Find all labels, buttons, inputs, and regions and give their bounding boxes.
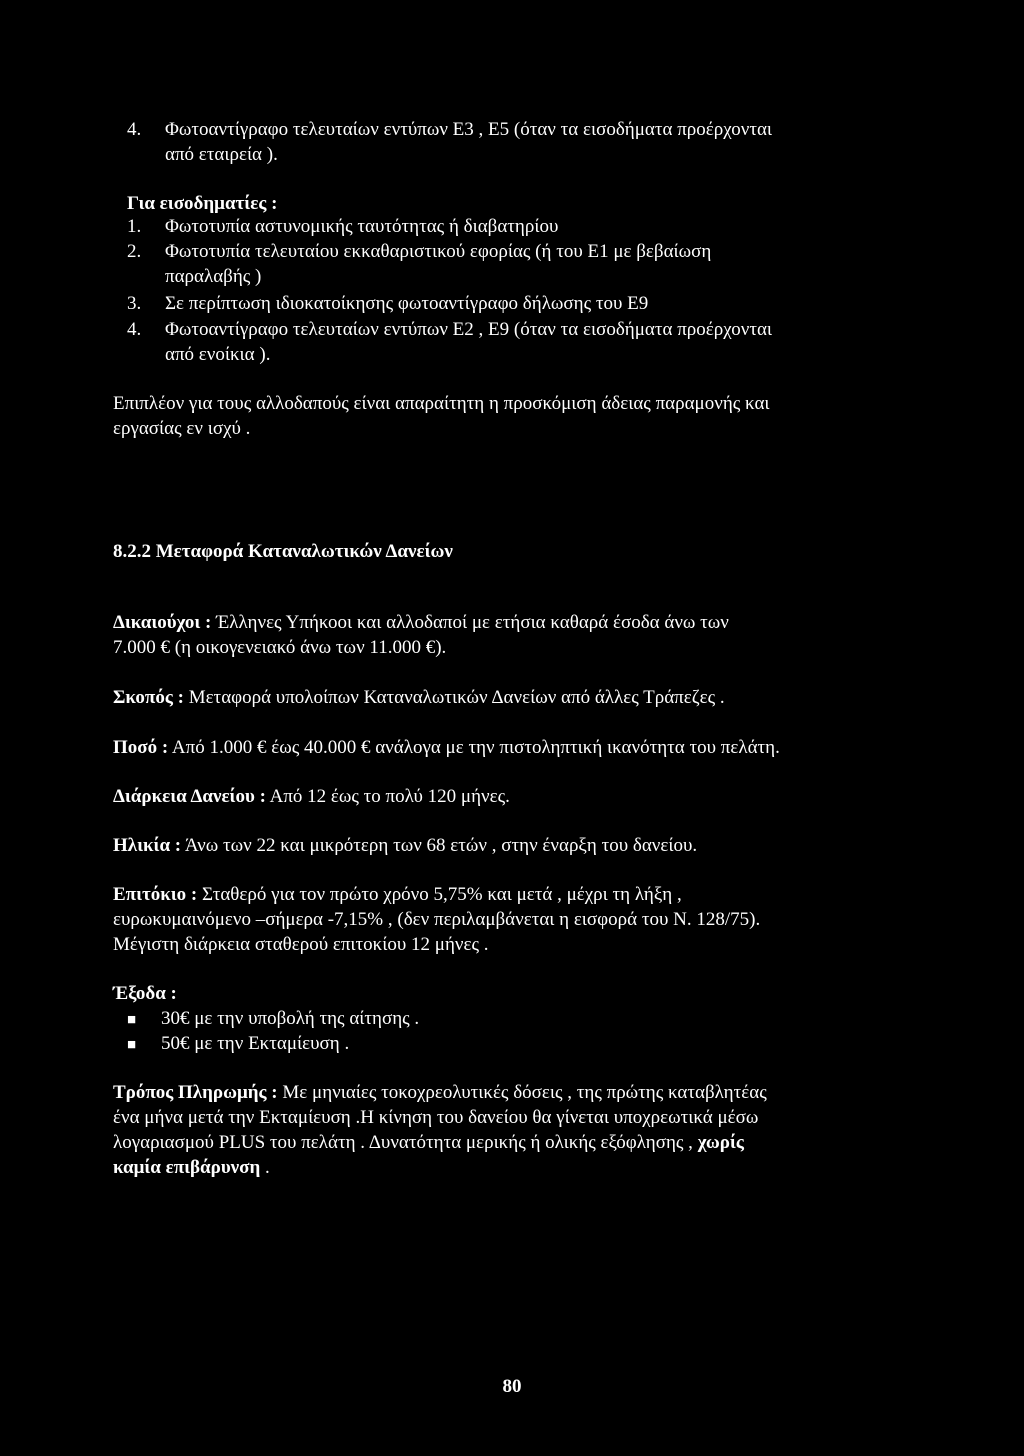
payment-bold-text: χωρίς <box>697 1132 744 1153</box>
list-item <box>127 291 887 316</box>
list-text-line: Φωτοτυπία τελευταίου εκκαθαριστικού εφορίας (ή του Ε1 με βεβαίωση <box>165 241 712 262</box>
amount-text: Από 1.000 € έως 40.000 € ανάλογα με την πιστοληπτική ικανότητα του πελάτη. <box>171 737 780 758</box>
list-item <box>127 214 887 239</box>
amount-paragraph <box>113 735 903 760</box>
list-number: 4. <box>127 319 142 340</box>
age-text: Άνω των 22 και μικρότερη των 68 ετών , στην έναρξη του δανείου. <box>184 835 698 856</box>
list-text-line: από εταιρεία ). <box>165 144 278 165</box>
paragraph-line: λογαριασμού PLUS του πελάτη . Δυνατότητα μερικής ή ολικής εξόφλησης , <box>113 1132 693 1153</box>
fees-label: Έξοδα : <box>113 983 177 1004</box>
paragraph-line: ευρωκυμαινόμενο –σήμερα -7,15% , (δεν περιλαμβάνεται η εισφορά του Ν. 128/75). <box>113 909 761 930</box>
fee-text: 50€ με την Εκταμίευση . <box>161 1033 350 1054</box>
rentiers-heading: Για εισοδηματίες : <box>127 193 278 214</box>
purpose-text: Μεταφορά υπολοίπων Καταναλωτικών Δανείων από άλλες Τράπεζες . <box>188 687 725 708</box>
list-number: 2. <box>127 241 142 262</box>
beneficiaries-paragraph <box>113 610 903 660</box>
paragraph-line: ένα μήνα μετά την Εκταμίευση .Η κίνηση του δανείου θα γίνεται υποχρεωτικά μέσω <box>113 1107 759 1128</box>
list-item <box>127 1031 827 1058</box>
interest-text: Σταθερό για τον πρώτο χρόνο 5,75% και μετά , μέχρι τη λήξη , <box>202 884 682 905</box>
duration-label: Διάρκεια Δανείου : <box>113 786 266 807</box>
age-paragraph <box>113 833 903 858</box>
list-item <box>127 317 887 367</box>
purpose-paragraph <box>113 685 903 710</box>
list-item <box>127 1006 827 1033</box>
bullet-icon: ■ <box>127 1012 137 1028</box>
list-text-line: Σε περίπτωση ιδιοκατοίκησης φωτοαντίγραφο δήλωσης του Ε9 <box>165 293 649 314</box>
list-item <box>127 239 887 289</box>
payment-text: Με μηνιαίες τοκοχρεολυτικές δόσεις , της πρώτης καταβλητέας <box>282 1082 767 1103</box>
paragraph-line: εργασίας εν ισχύ . <box>113 418 251 439</box>
amount-label: Ποσό : <box>113 737 169 758</box>
list-text-line: από ενοίκια ). <box>165 344 271 365</box>
foreigners-paragraph <box>113 391 903 441</box>
list-number: 3. <box>127 293 142 314</box>
interest-paragraph <box>113 882 903 957</box>
list-text-line: παραλαβής ) <box>165 266 262 287</box>
age-label: Ηλικία : <box>113 835 182 856</box>
beneficiaries-label: Δικαιούχοι : <box>113 612 212 633</box>
list-item <box>127 117 887 167</box>
list-number: 4. <box>127 119 142 140</box>
list-text-line: Φωτοαντίγραφο τελευταίων εντύπων Ε2 , Ε9 (όταν τα εισοδήματα προέρχονται <box>165 319 773 340</box>
list-number: 1. <box>127 216 142 237</box>
fee-text: 30€ με την υποβολή της αίτησης . <box>161 1008 420 1029</box>
purpose-label: Σκοπός : <box>113 687 184 708</box>
bullet-icon: ■ <box>127 1037 137 1053</box>
page-number: 80 <box>502 1376 522 1397</box>
interest-label: Επιτόκιο : <box>113 884 198 905</box>
duration-paragraph <box>113 784 903 809</box>
paragraph-line: . <box>260 1157 270 1178</box>
paragraph-line: Μέγιστη διάρκεια σταθερού επιτοκίου 12 μήνες . <box>113 934 489 955</box>
paragraph-line: Επιπλέον για τους αλλοδαπούς είναι απαραίτητη η προσκόμιση άδειας παραμονής και <box>113 393 770 414</box>
beneficiaries-text: Έλληνες Υπήκοοι και αλλοδαποί με ετήσια καθαρά έσοδα άνω των <box>216 612 729 633</box>
list-text-line: Φωτοαντίγραφο τελευταίων εντύπων Ε3 , Ε5 (όταν τα εισοδήματα προέρχονται <box>165 119 773 140</box>
payment-label: Τρόπος Πληρωμής : <box>113 1082 278 1103</box>
paragraph-line: 7.000 € (η οικογενειακό άνω των 11.000 €). <box>113 637 447 658</box>
duration-text: Από 12 έως το πολύ 120 μήνες. <box>269 786 510 807</box>
list-text-line: Φωτοτυπία αστυνομικής ταυτότητας ή διαβατηρίου <box>165 216 559 237</box>
payment-bold-text: καμία επιβάρυνση <box>113 1157 261 1178</box>
payment-paragraph <box>113 1080 903 1180</box>
section-title: 8.2.2 Μεταφορά Καταναλωτικών Δανείων <box>113 541 453 562</box>
